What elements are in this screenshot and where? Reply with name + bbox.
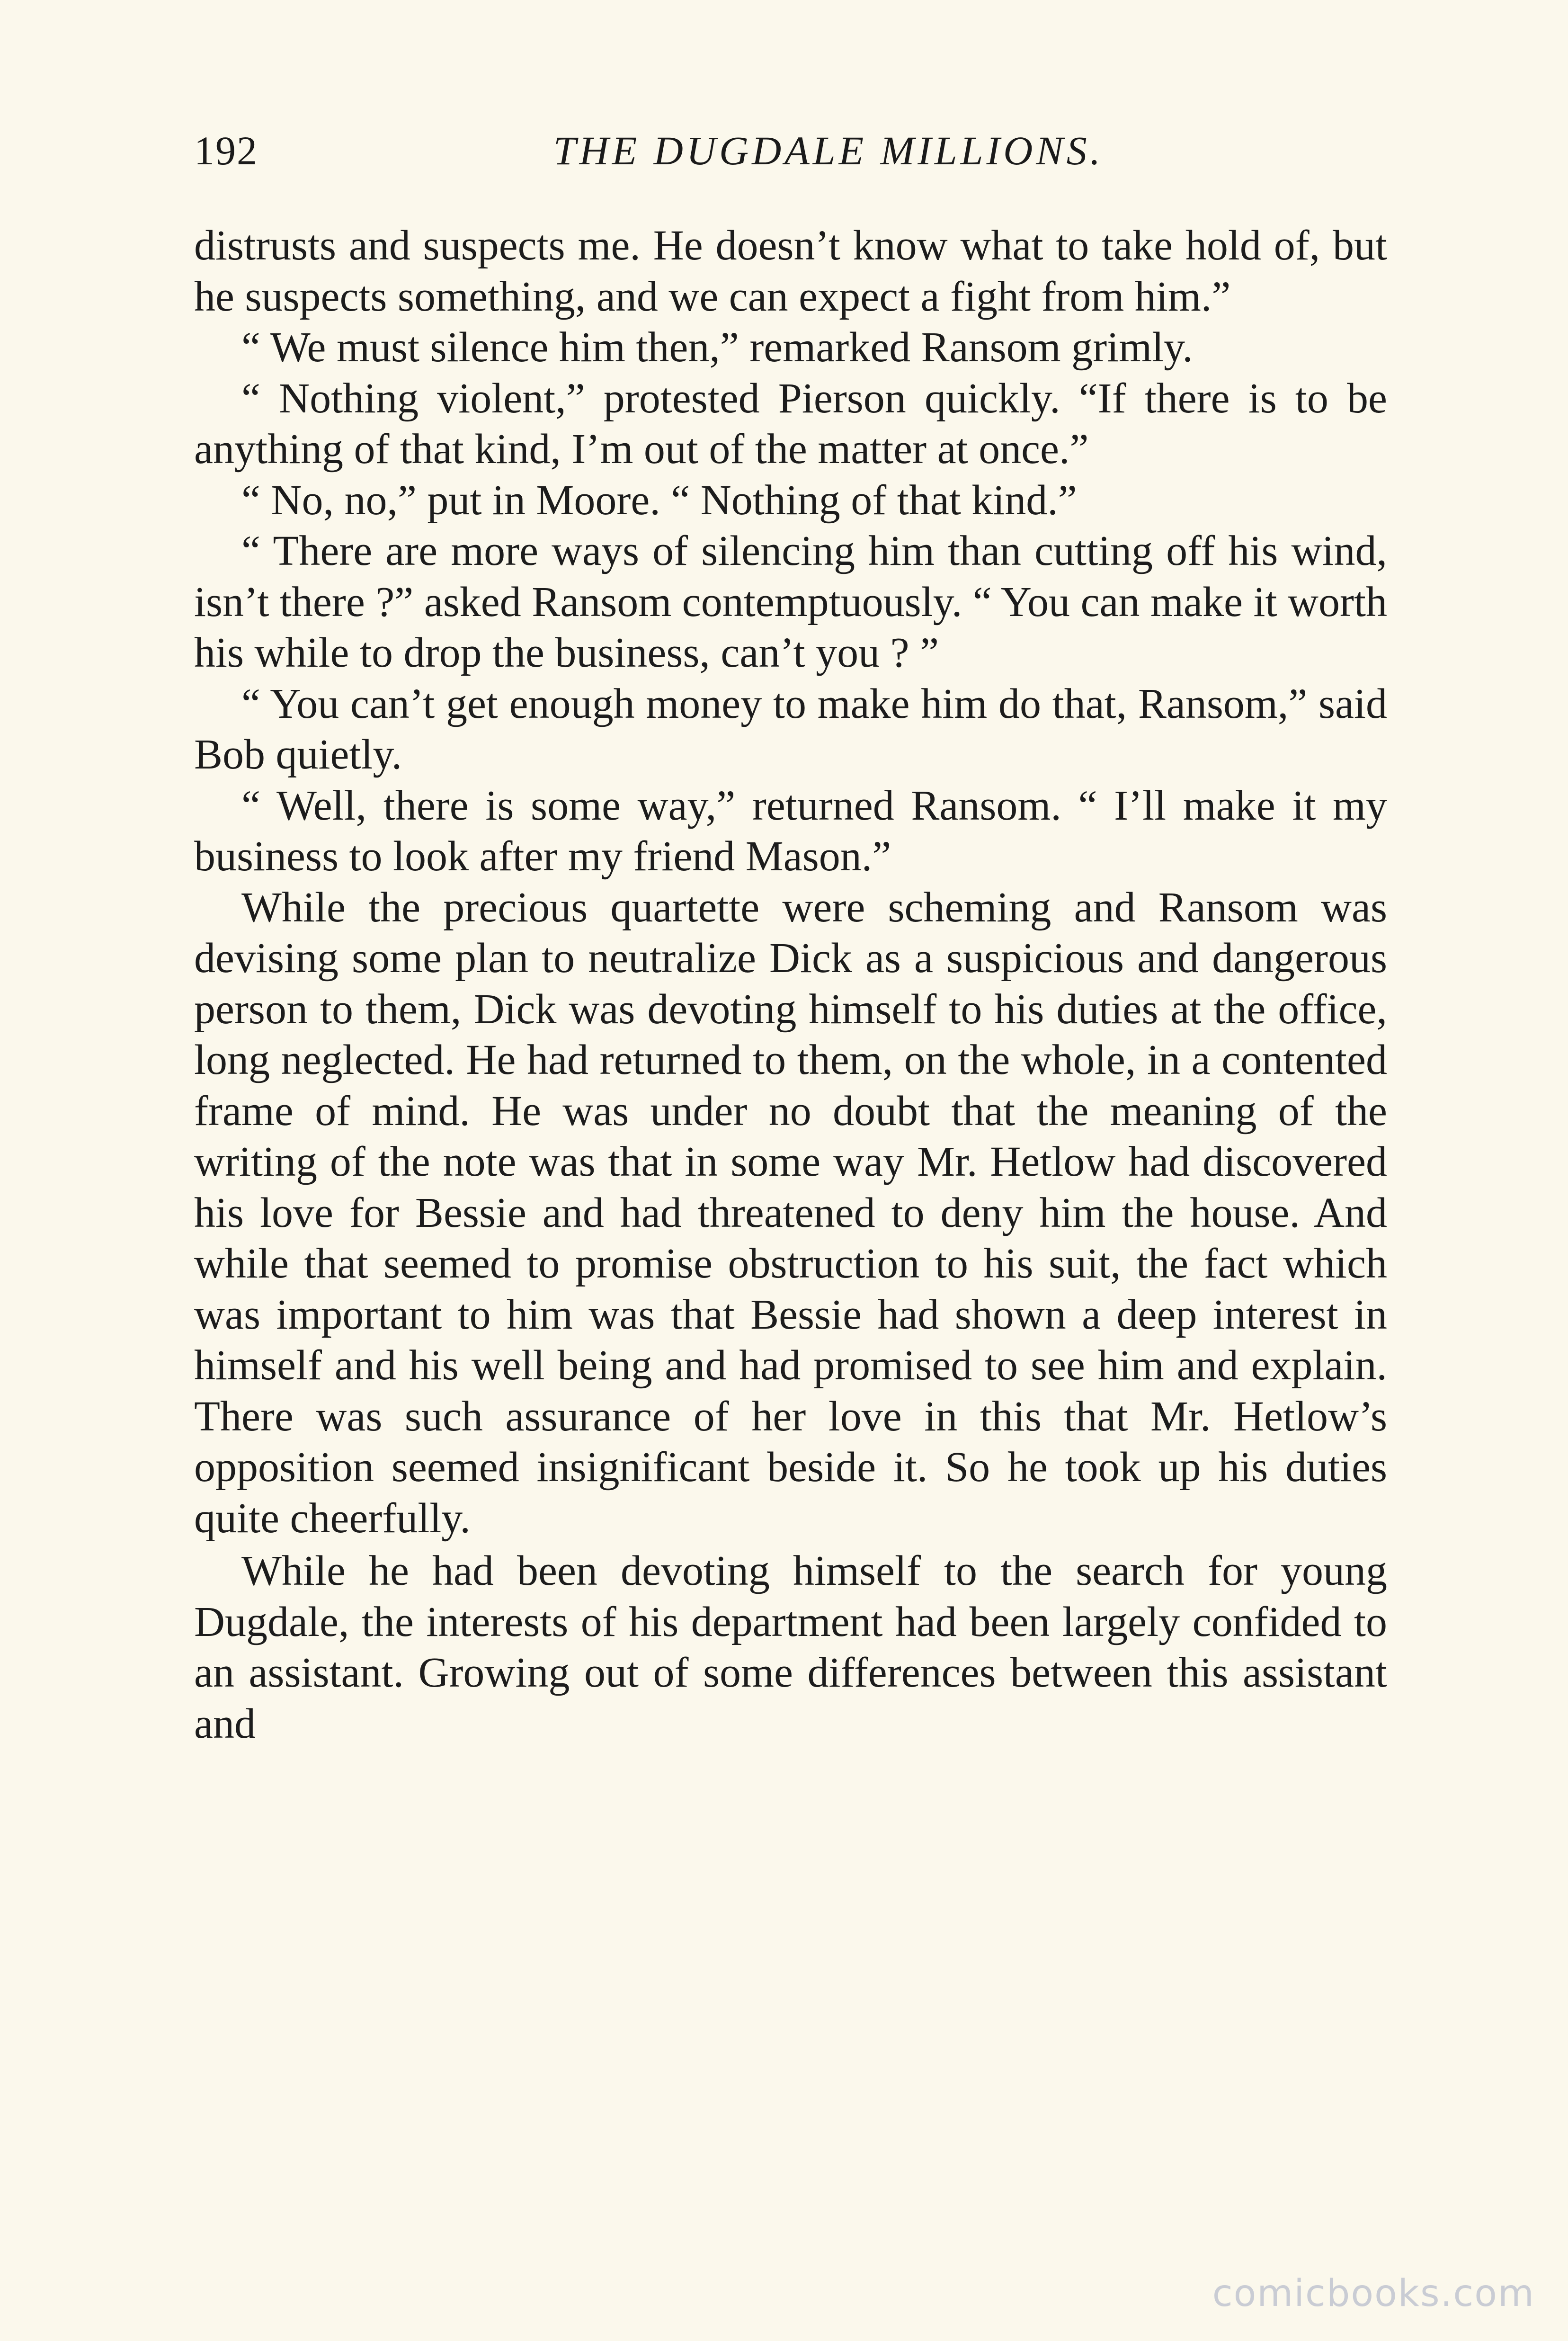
paragraph: distrusts and suspects me. He doesn’t know what to take hold of, but he suspects something, and we can expect a fight from him.” bbox=[194, 222, 1387, 320]
paragraph: “ You can’t get enough money to make him do that, Ransom,” said Bob quietly. bbox=[194, 680, 1387, 778]
page-header bbox=[194, 127, 1392, 193]
paragraph: “ We must silence him then,” remarked Ransom grimly. bbox=[241, 324, 1193, 371]
paragraph: While he had been devoting himself to the search for young Dugdale, the interests of his department had been largely confided to an assistant. Growing out of some differences between this assistant and bbox=[194, 1547, 1387, 1747]
paragraph: “ Well, there is some way,” returned Ransom. “ I’ll make it my business to look after my friend Mason.” bbox=[194, 782, 1387, 880]
page-number: 192 bbox=[194, 128, 258, 173]
watermark: comicbooks.com bbox=[1212, 2272, 1535, 2315]
running-title: THE DUGDALE MILLIONS. bbox=[553, 128, 1104, 173]
paragraph: “ There are more ways of silencing him than cutting off his wind, isn’t there ?” asked Ransom contemptuously. “ You can make it worth his while to drop the business, can’t you ? ” bbox=[194, 527, 1387, 676]
paragraph: “ No, no,” put in Moore. “ Nothing of that kind.” bbox=[241, 476, 1077, 524]
paragraph: While the precious quartette were scheming and Ransom was devising some plan to neutralize Dick as a suspicious and dangerous person to them, Dick was devoting himself to his duties at the office, long neglected. He had returned to them, on the whole, in a contented frame of mind. He was under no doubt that the meaning of the writing of the note was that in some way Mr. Hetlow had discovered his love for Bessie and had threatened to deny him the house. And while that seemed to promise obstruction to his suit, the fact which was important to him was that Bessie had shown a deep interest in himself and his well being and had promised to see him and explain. There was such assurance of her love in this that Mr. Hetlow’s opposition seemed insignificant beside it. So he took up his duties quite cheerfully. bbox=[194, 884, 1387, 1542]
paragraph: “ Nothing violent,” protested Pierson quickly. “If there is to be anything of that kind, I’m out of the matter at once.” bbox=[194, 375, 1387, 473]
body-text bbox=[194, 220, 1387, 1749]
